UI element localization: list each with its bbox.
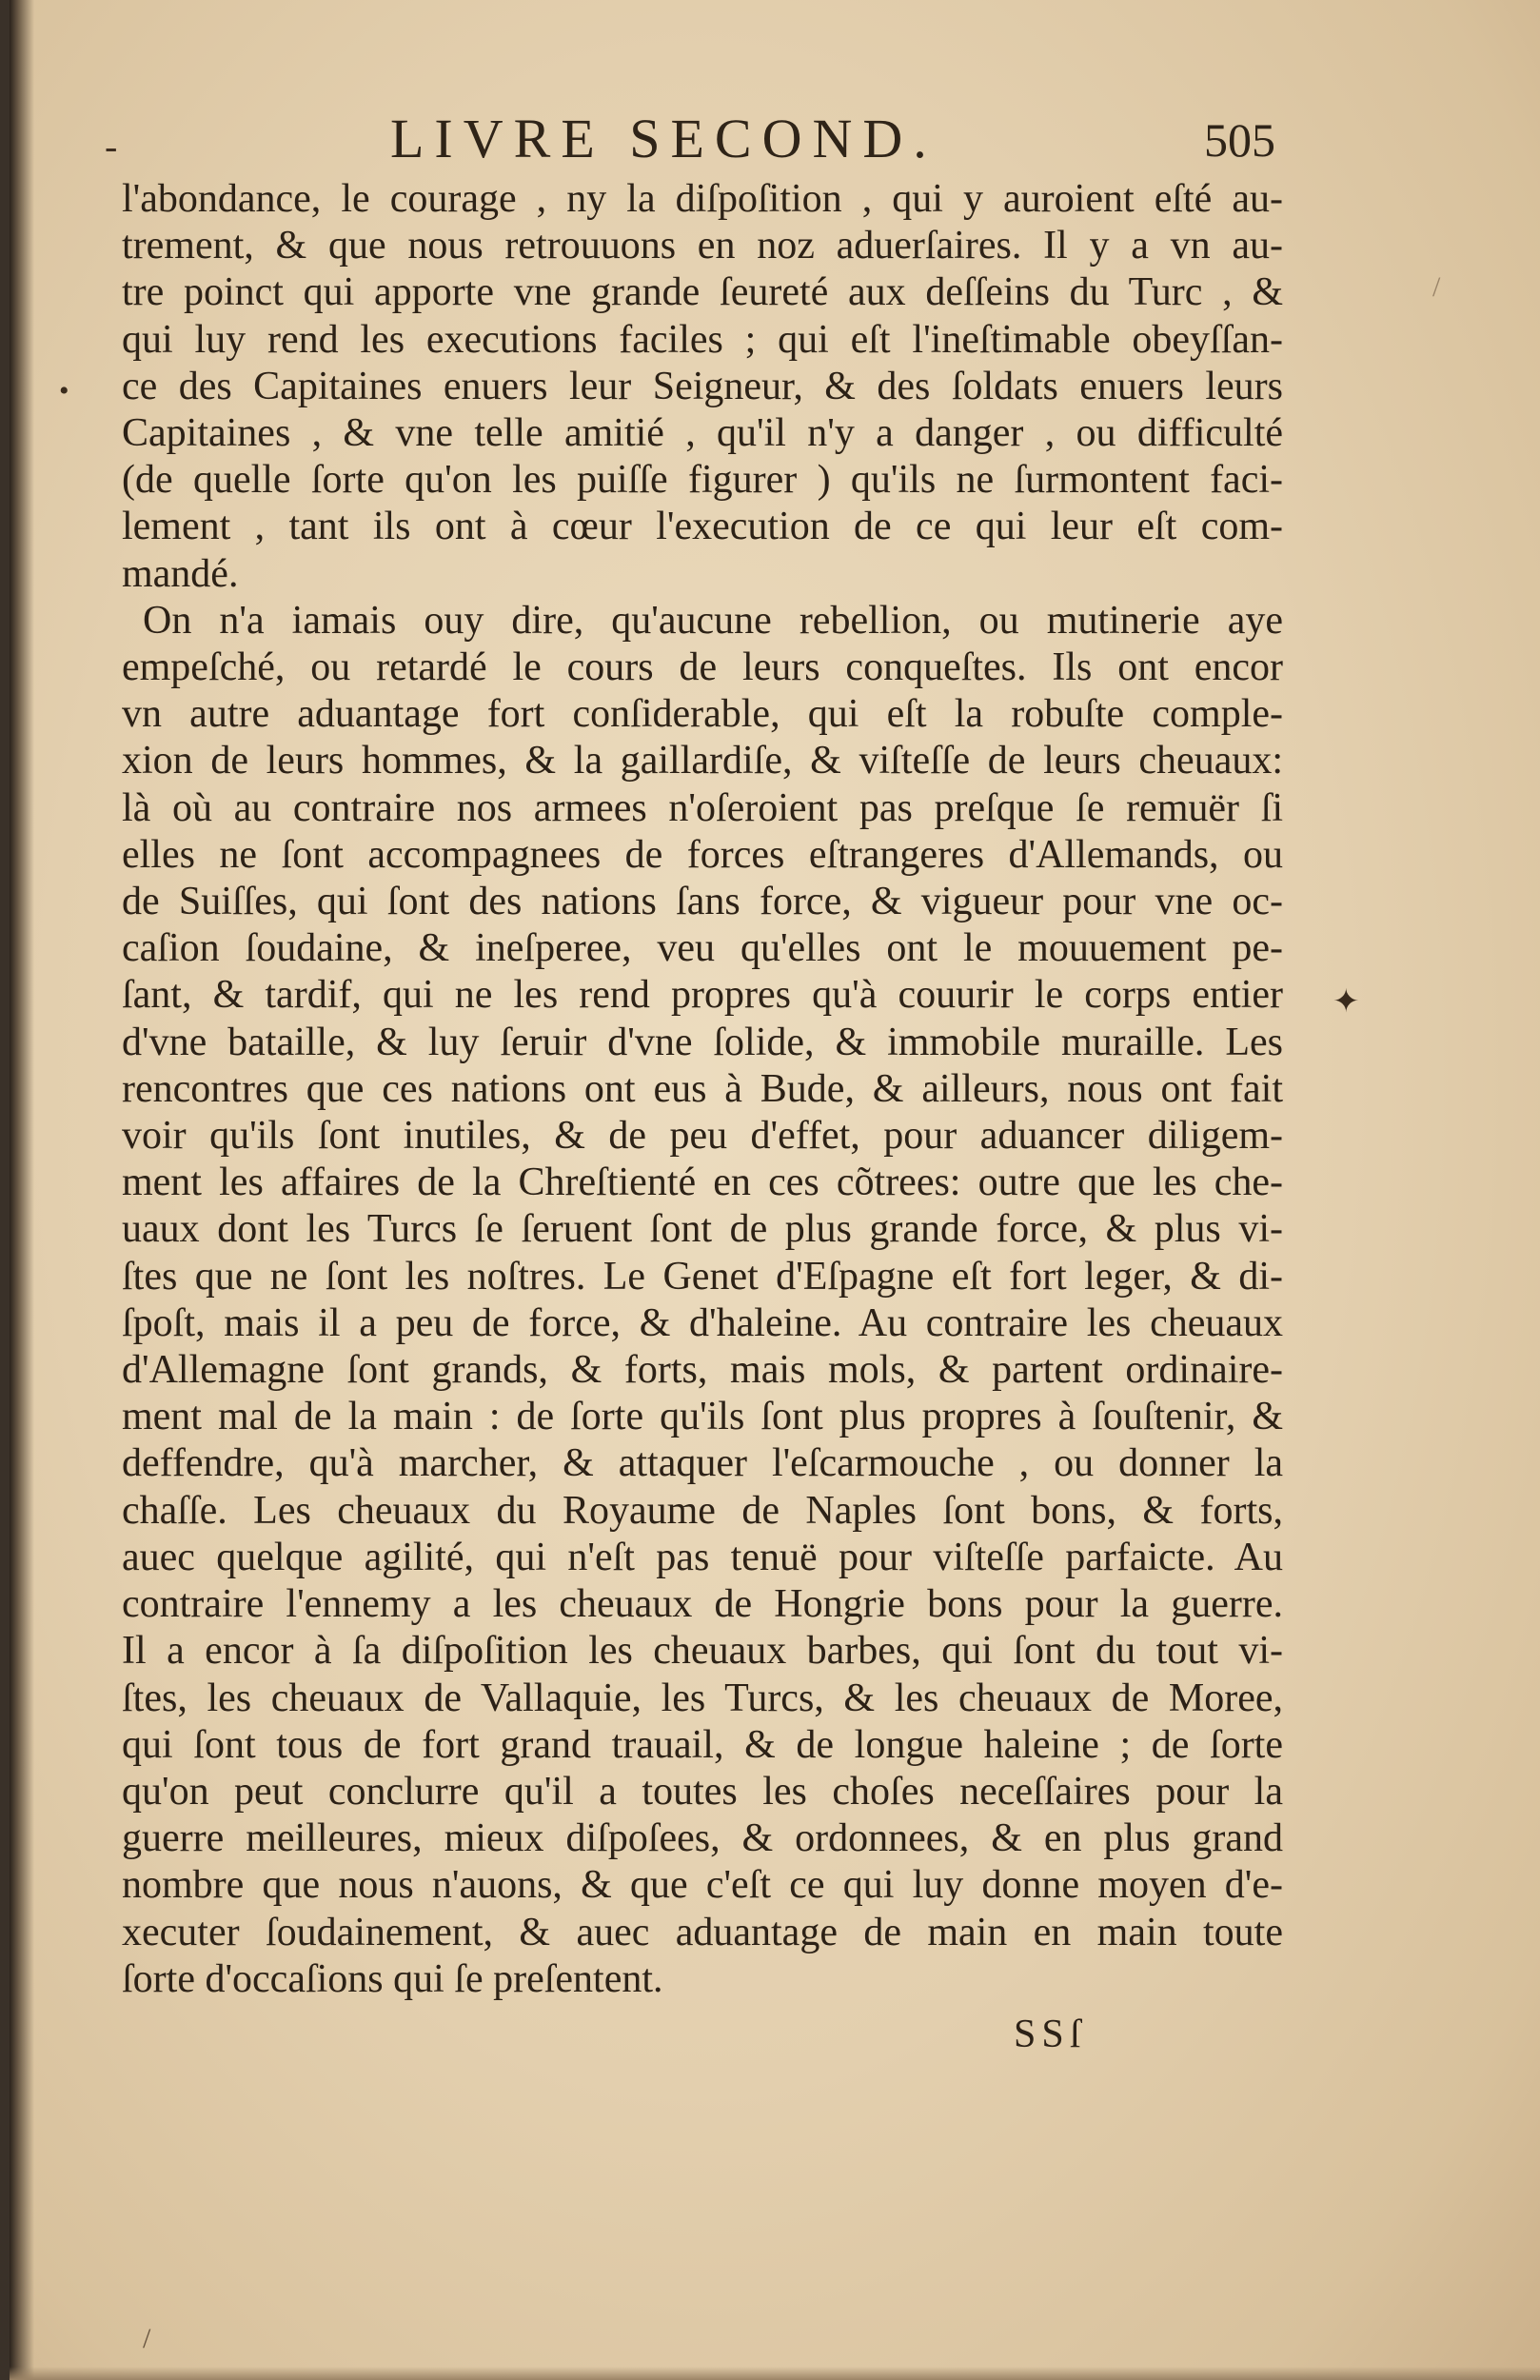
text-line: caſion ſoudaine, & ineſperee, veu qu'elles ont le mouuement pe-: [122, 926, 1283, 971]
running-title: LIVRE SECOND.: [390, 108, 938, 169]
text-line: xecuter ſoudainement, & auec aduantage de main en main toute: [122, 1910, 1283, 1954]
pencil-mark-icon: /: [143, 2323, 151, 2354]
text-line: qu'on peut conclurre qu'il a toutes les choſes neceſſaires pour la: [122, 1769, 1283, 1814]
text-line: nombre que nous n'auons, & que c'eſt ce qui luy donne moyen d'e-: [122, 1863, 1283, 1908]
text-line: ſorte d'occaſions qui ſe preſentent.: [122, 1956, 663, 2001]
text-line: de Suiſſes, qui ſont des nations ſans force, & vigueur pour vne oc-: [122, 880, 1283, 924]
text-line: auec quelque agilité, qui n'eſt pas tenuë pour viſteſſe parfaicte. Au: [122, 1535, 1283, 1579]
header-dash: -: [105, 125, 118, 168]
text-line: ſant, & tardif, qui ne les rend propres qu'à couurir le corps entier: [122, 973, 1283, 1018]
text-line: trement, & que nous retrouuons en noz aduerſaires. Il y a vn au-: [122, 224, 1283, 268]
body-text: [122, 176, 1283, 2003]
text-line: lement , tant ils ont à cœur l'execution de ce qui leur eſt com-: [122, 505, 1283, 549]
stray-mark-icon: /: [1432, 271, 1441, 303]
ink-blot-icon: ✦: [1333, 984, 1360, 1020]
text-line: elles ne ſont accompagnees de forces eſtrangeres d'Allemands, ou: [122, 832, 1283, 877]
text-line: qui ſont tous de fort grand trauail, & de longue haleine ; de ſorte: [122, 1722, 1283, 1767]
text-line: voir qu'ils ſont inutiles, & de peu d'effet, pour aduancer diligem-: [122, 1114, 1283, 1159]
binding-shadow: [10, 0, 34, 2380]
text-line: deffendre, qu'à marcher, & attaquer l'eſcarmouche , ou donner la: [122, 1441, 1283, 1486]
text-line: empeſché, ou retardé le cours de leurs conqueſtes. Ils ont encor: [122, 645, 1283, 690]
text-line: là où au contraire nos armees n'oſeroient pas preſque ſe remuër ſi: [122, 785, 1283, 830]
text-line: uaux dont les Turcs ſe ſeruent ſont de plus grande force, & plus vi-: [122, 1207, 1283, 1252]
text-line: Capitaines , & vne telle amitié , qu'il n'y a danger , ou difficulté: [122, 411, 1283, 456]
text-line: xion de leurs hommes, & la gaillardiſe, & viſteſſe de leurs cheuaux:: [122, 739, 1283, 783]
text-line: chaſſe. Les cheuaux du Royaume de Naples ſont bons, & forts,: [122, 1488, 1283, 1533]
margin-dot-icon: •: [59, 375, 69, 407]
text-line: d'vne bataille, & luy ſeruir d'vne ſolide, & immobile muraille. Les: [122, 1020, 1283, 1064]
page-bottom-edge: [10, 2367, 1540, 2380]
text-line: tre poinct qui apporte vne grande ſeureté aux deſſeins du Turc , &: [122, 270, 1283, 315]
text-line: ſpoſt, mais il a peu de force, & d'haleine. Au contraire les cheuaux: [122, 1300, 1283, 1345]
text-line: rencontres que ces nations ont eus à Bude, & ailleurs, nous ont fait: [122, 1066, 1283, 1111]
text-line: guerre meilleures, mieux diſpoſees, & ordonnees, & en plus grand: [122, 1816, 1283, 1861]
page-header: [10, 107, 1540, 173]
text-line: ſtes que ne ſont les noſtres. Le Genet d'Eſpagne eſt fort leger, & di-: [122, 1254, 1283, 1299]
text-line: qui luy rend les executions faciles ; qui eſt l'ineſtimable obeyſſan-: [122, 317, 1283, 362]
text-line: On n'a iamais ouy dire, qu'aucune rebellion, ou mutinerie aye: [143, 598, 1283, 643]
text-line: ment les affaires de la Chreſtienté en ces cõtrees: outre que les che-: [122, 1160, 1283, 1205]
text-line: ſtes, les cheuaux de Vallaquie, les Turcs, & les cheuaux de Moree,: [122, 1676, 1283, 1720]
signature-mark: SSſ: [1014, 2013, 1087, 2056]
text-line: mandé.: [122, 551, 239, 596]
text-line: l'abondance, le courage , ny la diſpoſition , qui y auroient eſté au-: [122, 177, 1283, 221]
page-number: 505: [1204, 113, 1275, 167]
text-line: ment mal de la main : de ſorte qu'ils ſont plus propres à ſouſtenir, &: [122, 1395, 1283, 1439]
text-line: vn autre aduantage fort conſiderable, qui eſt la robuſte comple-: [122, 692, 1283, 737]
text-line: ce des Capitaines enuers leur Seigneur, & des ſoldats enuers leurs: [122, 364, 1283, 408]
book-page: [10, 0, 1540, 2380]
text-line: (de quelle ſorte qu'on les puiſſe figurer ) qu'ils ne ſurmontent faci-: [122, 458, 1283, 503]
text-line: Il a encor à ſa diſpoſition les cheuaux barbes, qui ſont du tout vi-: [122, 1629, 1283, 1674]
text-line: d'Allemagne ſont grands, & forts, mais mols, & partent ordinaire-: [122, 1348, 1283, 1393]
text-line: contraire l'ennemy a les cheuaux de Hongrie bons pour la guerre.: [122, 1582, 1283, 1627]
